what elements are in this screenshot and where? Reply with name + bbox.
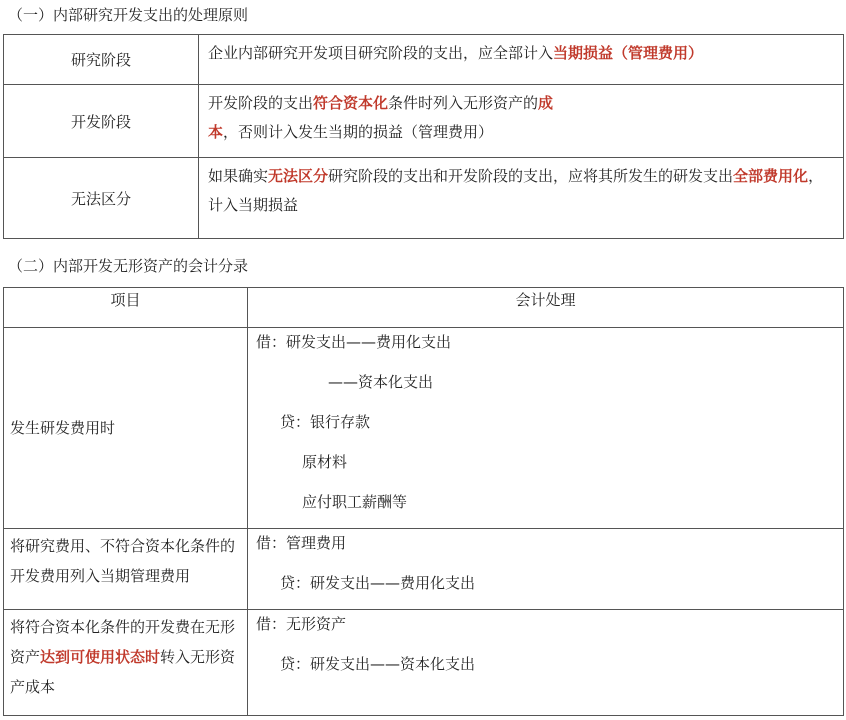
column-header-accounting: 会计处理 <box>248 288 844 328</box>
entry-cell <box>248 610 844 716</box>
table-row <box>4 158 844 239</box>
stage-label-development: 开发阶段 <box>4 85 199 158</box>
entry-line: 贷：研发支出——费用化支出 <box>280 574 476 592</box>
entry-line: 贷：研发支出——资本化支出 <box>280 655 476 673</box>
text-run: 发生研发费用时 <box>10 419 116 437</box>
text-run: 企业内部研究开发项目研究阶段的支出，应全部计入 <box>208 44 554 62</box>
text-run: 研究阶段的支出和开发阶段的支出，应将其所发生的研发支出 <box>328 167 734 185</box>
highlight-text: 符合资本化 <box>313 94 389 112</box>
table-row <box>4 328 844 529</box>
entry-line: 贷：银行存款 <box>280 413 371 431</box>
entry-line: 借：无形资产 <box>256 615 347 633</box>
table-row <box>4 35 844 85</box>
principle-text-development <box>199 85 844 158</box>
table-header-row <box>4 288 844 328</box>
principle-text-indistinguishable <box>199 158 844 239</box>
principle-text-research <box>199 35 844 85</box>
entry-cell <box>248 328 844 529</box>
table-row <box>4 529 844 610</box>
item-cell <box>4 328 248 529</box>
item-cell <box>4 529 248 610</box>
entry-cell <box>248 529 844 610</box>
text-run: 将研究费用、不符合资本化条件的开发费用列入当期管理费用 <box>10 537 236 585</box>
highlight-text: 全部费用化 <box>733 167 809 185</box>
table-row <box>4 610 844 716</box>
table-row <box>4 85 844 158</box>
entry-line: 借：研发支出——费用化支出 <box>256 333 452 351</box>
text-run: 开发阶段的支出 <box>208 94 314 112</box>
stage-label-research: 研究阶段 <box>4 35 199 85</box>
text-run: 将符合资本化条件的开发费在无形资产 <box>10 618 236 666</box>
entry-line: 应付职工薪酬等 <box>302 493 408 511</box>
entry-line: 借：管理费用 <box>256 534 347 552</box>
highlight-text: 达到可使用状态时 <box>40 648 161 666</box>
entry-line: ——资本化支出 <box>328 373 434 391</box>
highlight-text: 无法区分 <box>268 167 329 185</box>
text-run: 转入无形资产成本 <box>10 648 236 696</box>
stage-label-indistinguishable: 无法区分 <box>4 158 199 239</box>
journal-entries-table <box>3 287 844 716</box>
highlight-text: 成本 <box>208 94 554 141</box>
text-run: ，否则计入发生当期的损益（管理费用） <box>223 123 494 141</box>
section2-title: （二）内部开发无形资产的会计分录 <box>8 257 249 275</box>
text-run: 条件时列入无形资产的 <box>388 94 539 112</box>
text-run: 如果确实 <box>208 167 269 185</box>
section1-title: （一）内部研究开发支出的处理原则 <box>8 6 249 24</box>
highlight-text: 当期损益（管理费用） <box>553 44 704 62</box>
principles-table <box>3 34 844 239</box>
text-run: ，计入当期损益 <box>208 167 824 214</box>
entry-line: 原材料 <box>302 453 348 471</box>
item-cell <box>4 610 248 716</box>
column-header-item: 项目 <box>4 288 248 328</box>
